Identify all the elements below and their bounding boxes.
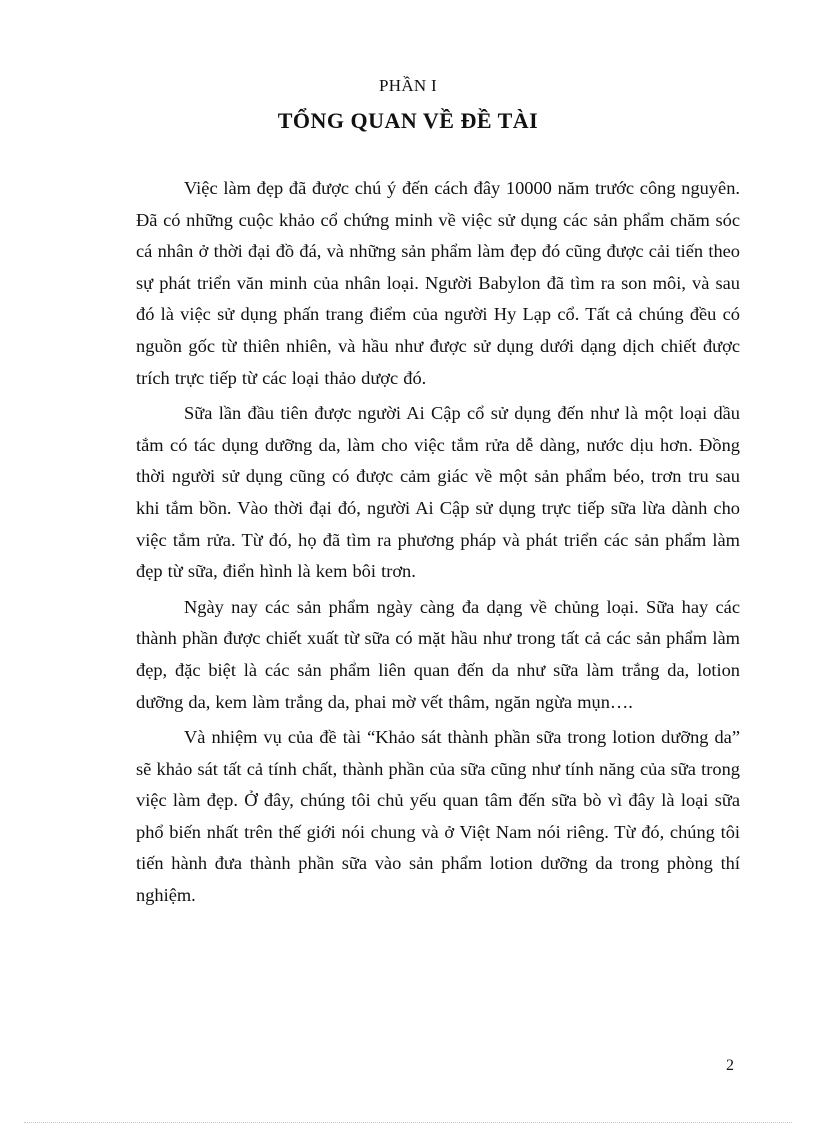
body-text: [136, 173, 740, 916]
section-title: TỔNG QUAN VỀ ĐỀ TÀI: [277, 108, 539, 133]
paragraph-modern-products: Ngày nay các sản phẩm ngày càng đa dạng về chủng loại. Sữa hay các thành phần được chiết xuất từ sữa có mặt hầu như trong tất cả các sản phẩm làm đẹp, đặc biệt là các sản phẩm liên quan đến da như sữa làm trắng da, lotion dưỡng da, kem làm trắng da, phai mờ vết thâm, ngăn ngừa mụn….: [136, 596, 740, 712]
paragraph-history: Việc làm đẹp đã được chú ý đến cách đây 10000 năm trước công nguyên. Đã có những cuộc khảo cổ chứng minh về việc sử dụng các sản phẩm chăm sóc cá nhân ở thời đại đồ đá, và những sản phẩm làm đẹp đó cũng được cải tiến theo sự phát triển văn minh của nhân loại. Người Babylon đã tìm ra son môi, và sau đó là việc sử dụng phấn trang điểm của người Hy Lạp cổ. Tất cả chúng đều có nguồn gốc từ thiên nhiên, và hầu như được sử dụng dưới dạng dịch chiết được trích trực tiếp từ các loại thảo dược đó.: [136, 178, 740, 388]
paragraph-task: Và nhiệm vụ của đề tài “Khảo sát thành phần sữa trong lotion dưỡng da” sẽ khảo sát tất cả tính chất, thành phần của sữa cũng như tính năng của sữa trong việc làm đẹp. Ở đây, chúng tôi chủ yếu quan tâm đến sữa bò vì đây là loại sữa phổ biến nhất trên thế giới nói chung và ở Việt Nam nói riêng. Từ đó, chúng tôi tiến hành đưa thành phần sữa vào sản phẩm lotion dưỡng da trong phòng thí nghiệm.: [136, 727, 740, 906]
section-label: PHẦN I: [379, 76, 437, 95]
paragraph-milk-egypt: Sữa lần đầu tiên được người Ai Cập cổ sử dụng đến như là một loại dầu tắm có tác dụng dưỡng da, làm cho việc tắm rửa dễ dàng, nước dịu hơn. Đồng thời người sử dụng cũng có được cảm giác về một sản phẩm béo, trơn tru sau khi tắm bồn. Vào thời đại đó, người Ai Cập sử dụng trực tiếp sữa lừa dành cho việc tắm rửa. Từ đó, họ đã tìm ra phương pháp và phát triển các sản phẩm làm đẹp từ sữa, điển hình là kem bôi trơn.: [136, 403, 740, 582]
page-number: 2: [726, 1057, 734, 1074]
